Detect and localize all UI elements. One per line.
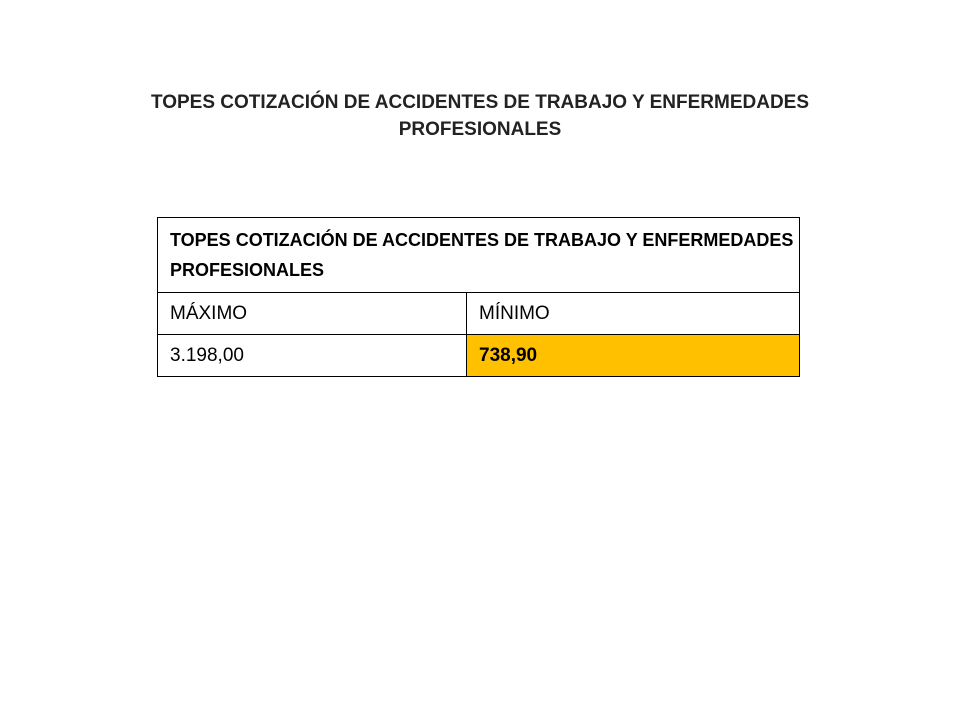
table-column-row <box>158 293 800 335</box>
table-row <box>158 335 800 377</box>
topes-table <box>157 217 800 377</box>
cell-maximo-value: 3.198,00 <box>158 335 467 377</box>
table-header: TOPES COTIZACIÓN DE ACCIDENTES DE TRABAJO Y ENFERMEDADES PROFESIONALES <box>158 218 800 293</box>
column-header-minimo: MÍNIMO <box>467 293 800 335</box>
cell-minimo-value: 738,90 <box>467 335 800 377</box>
page-title: TOPES COTIZACIÓN DE ACCIDENTES DE TRABAJO Y ENFERMEDADES PROFESIONALES <box>150 92 810 140</box>
table-header-row <box>158 218 800 293</box>
column-header-maximo: MÁXIMO <box>158 293 467 335</box>
